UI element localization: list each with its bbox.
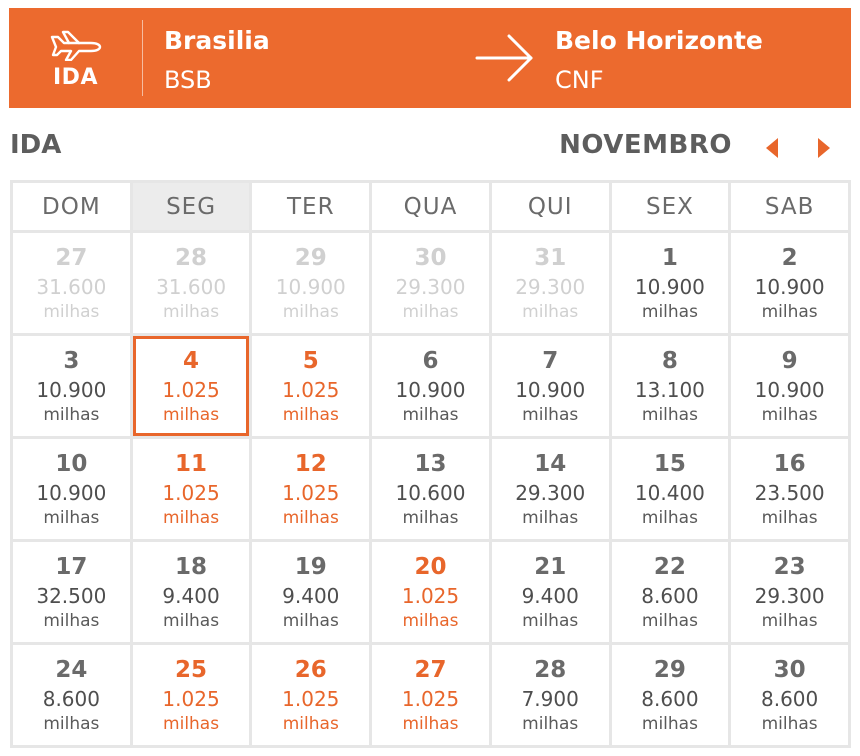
day-price: 9.400 <box>521 584 579 608</box>
day-price: 31.600 <box>156 275 227 299</box>
calendar-title: IDA <box>10 130 62 160</box>
airplane-icon <box>49 27 103 61</box>
day-price: 10.900 <box>634 275 705 299</box>
day-cell[interactable] <box>13 542 130 642</box>
price-unit: milhas <box>641 508 698 528</box>
day-cell[interactable] <box>492 336 609 436</box>
price-unit: milhas <box>761 508 818 528</box>
day-number: 15 <box>653 451 686 477</box>
day-price: 1.025 <box>282 687 340 711</box>
price-unit: milhas <box>282 405 339 425</box>
day-price: 1.025 <box>282 481 340 505</box>
price-unit: milhas <box>761 302 818 322</box>
price-unit: milhas <box>163 302 220 322</box>
arrow-right-icon <box>475 30 535 86</box>
day-price: 10.900 <box>275 275 346 299</box>
day-cell <box>492 233 609 333</box>
day-cell[interactable] <box>252 542 369 642</box>
day-price: 1.025 <box>401 584 460 608</box>
day-number: 31 <box>534 245 567 271</box>
day-price: 10.900 <box>36 481 107 505</box>
day-number: 29 <box>653 657 686 683</box>
day-price: 13.100 <box>634 378 705 402</box>
day-price: 8.600 <box>42 687 100 711</box>
price-unit: milhas <box>522 302 579 322</box>
price-unit: milhas <box>641 405 698 425</box>
day-number: 8 <box>661 348 678 374</box>
prev-month-button[interactable] <box>758 134 786 162</box>
day-cell[interactable] <box>492 542 609 642</box>
weekday-tue: TER <box>252 183 369 230</box>
day-price: 29.300 <box>515 275 586 299</box>
day-price: 10.900 <box>515 378 586 402</box>
day-price: 31.600 <box>36 275 107 299</box>
price-unit: milhas <box>163 714 220 734</box>
trip-type <box>9 8 142 108</box>
day-number: 9 <box>781 348 798 374</box>
day-price: 10.600 <box>395 481 466 505</box>
day-price: 10.900 <box>754 275 825 299</box>
day-number: 28 <box>175 245 208 271</box>
day-number: 17 <box>55 554 88 580</box>
day-price: 8.600 <box>761 687 819 711</box>
day-cell[interactable] <box>13 439 130 539</box>
day-number: 25 <box>175 657 208 683</box>
caret-right-icon <box>816 136 832 160</box>
day-price: 10.900 <box>395 378 466 402</box>
day-number: 11 <box>175 451 208 477</box>
price-unit: milhas <box>43 302 100 322</box>
day-cell[interactable] <box>612 542 729 642</box>
day-number: 23 <box>773 554 806 580</box>
day-price: 1.025 <box>162 687 220 711</box>
day-price: 9.400 <box>162 584 220 608</box>
day-cell-selected[interactable] <box>133 336 250 436</box>
price-unit: milhas <box>402 405 459 425</box>
month-label: NOVEMBRO <box>559 130 732 160</box>
day-price: 23.500 <box>754 481 825 505</box>
weekday-sun: DOM <box>13 183 130 230</box>
day-price: 1.025 <box>162 378 220 402</box>
day-number: 16 <box>773 451 806 477</box>
day-number: 21 <box>534 554 567 580</box>
day-price: 29.300 <box>754 584 825 608</box>
day-number: 1 <box>661 245 678 271</box>
day-number: 10 <box>55 451 88 477</box>
day-number: 30 <box>414 245 447 271</box>
day-price: 7.900 <box>521 687 579 711</box>
weekday-thu: QUI <box>492 183 609 230</box>
weekday-sat: SAB <box>731 183 848 230</box>
origin-code: BSB <box>164 66 212 94</box>
price-unit: milhas <box>43 714 100 734</box>
day-cell <box>252 233 369 333</box>
day-cell[interactable] <box>133 645 250 745</box>
day-price: 1.025 <box>401 687 460 711</box>
price-unit: milhas <box>522 405 579 425</box>
day-cell[interactable] <box>612 645 729 745</box>
day-number: 13 <box>414 451 447 477</box>
caret-left-icon <box>764 136 780 160</box>
day-cell <box>13 233 130 333</box>
day-number: 18 <box>175 554 208 580</box>
day-number: 20 <box>414 554 447 580</box>
day-number: 6 <box>422 348 439 374</box>
price-unit: milhas <box>163 611 220 631</box>
day-number: 3 <box>63 348 80 374</box>
price-unit: milhas <box>282 611 339 631</box>
day-number: 27 <box>414 657 447 683</box>
price-unit: milhas <box>43 405 100 425</box>
origin-city: Brasilia <box>164 26 270 55</box>
price-unit: milhas <box>761 405 818 425</box>
day-number: 26 <box>294 657 327 683</box>
day-number: 22 <box>653 554 686 580</box>
day-cell[interactable] <box>13 336 130 436</box>
day-cell <box>372 233 489 333</box>
price-unit: milhas <box>282 508 339 528</box>
price-unit: milhas <box>761 714 818 734</box>
day-cell[interactable] <box>133 542 250 642</box>
day-number: 24 <box>55 657 88 683</box>
day-price: 10.900 <box>754 378 825 402</box>
day-number: 19 <box>294 554 327 580</box>
day-price: 29.300 <box>515 481 586 505</box>
weekday-mon: SEG <box>133 183 250 230</box>
price-unit: milhas <box>402 611 459 631</box>
day-cell[interactable] <box>731 542 848 642</box>
price-unit: milhas <box>641 302 698 322</box>
price-unit: milhas <box>641 714 698 734</box>
day-number: 14 <box>534 451 567 477</box>
price-unit: milhas <box>43 508 100 528</box>
day-price: 32.500 <box>36 584 107 608</box>
day-cell[interactable] <box>372 542 489 642</box>
price-unit: milhas <box>522 714 579 734</box>
day-cell[interactable] <box>731 336 848 436</box>
price-unit: milhas <box>641 611 698 631</box>
day-cell[interactable] <box>612 439 729 539</box>
calendar-grid <box>10 180 851 748</box>
day-cell[interactable] <box>372 336 489 436</box>
day-cell[interactable] <box>13 645 130 745</box>
day-price: 9.400 <box>282 584 340 608</box>
day-price: 8.600 <box>641 584 699 608</box>
day-cell[interactable] <box>612 233 729 333</box>
trip-type-label: IDA <box>53 64 98 90</box>
price-unit: milhas <box>282 714 339 734</box>
weekday-fri: SEX <box>612 183 729 230</box>
day-number: 5 <box>302 348 319 374</box>
day-cell[interactable] <box>133 439 250 539</box>
day-cell[interactable] <box>372 439 489 539</box>
day-cell <box>133 233 250 333</box>
day-price: 1.025 <box>162 481 220 505</box>
day-number: 2 <box>781 245 798 271</box>
price-unit: milhas <box>402 714 459 734</box>
day-cell[interactable] <box>372 645 489 745</box>
day-price: 10.400 <box>634 481 705 505</box>
price-unit: milhas <box>522 611 579 631</box>
price-unit: milhas <box>43 611 100 631</box>
price-unit: milhas <box>402 302 459 322</box>
day-number: 29 <box>294 245 327 271</box>
day-cell[interactable] <box>252 439 369 539</box>
day-price: 29.300 <box>395 275 466 299</box>
day-cell[interactable] <box>731 439 848 539</box>
destination-city: Belo Horizonte <box>555 26 763 55</box>
day-cell[interactable] <box>252 645 369 745</box>
price-unit: milhas <box>761 611 818 631</box>
day-price: 8.600 <box>641 687 699 711</box>
day-cell[interactable] <box>731 645 848 745</box>
price-unit: milhas <box>402 508 459 528</box>
day-cell[interactable] <box>492 645 609 745</box>
day-cell[interactable] <box>731 233 848 333</box>
header-divider <box>142 20 143 96</box>
day-number: 30 <box>773 657 806 683</box>
weekday-wed: QUA <box>372 183 489 230</box>
day-number: 12 <box>294 451 327 477</box>
route-header <box>9 8 851 108</box>
price-unit: milhas <box>163 405 220 425</box>
price-unit: milhas <box>163 508 220 528</box>
day-number: 27 <box>55 245 88 271</box>
destination-code: CNF <box>555 66 604 94</box>
day-cell[interactable] <box>492 439 609 539</box>
day-cell[interactable] <box>252 336 369 436</box>
day-price: 10.900 <box>36 378 107 402</box>
price-unit: milhas <box>522 508 579 528</box>
day-number: 4 <box>183 348 200 374</box>
price-unit: milhas <box>282 302 339 322</box>
calendar-toolbar <box>10 128 850 168</box>
day-price: 1.025 <box>282 378 340 402</box>
next-month-button[interactable] <box>810 134 838 162</box>
day-number: 7 <box>542 348 559 374</box>
day-number: 28 <box>534 657 567 683</box>
day-cell[interactable] <box>612 336 729 436</box>
